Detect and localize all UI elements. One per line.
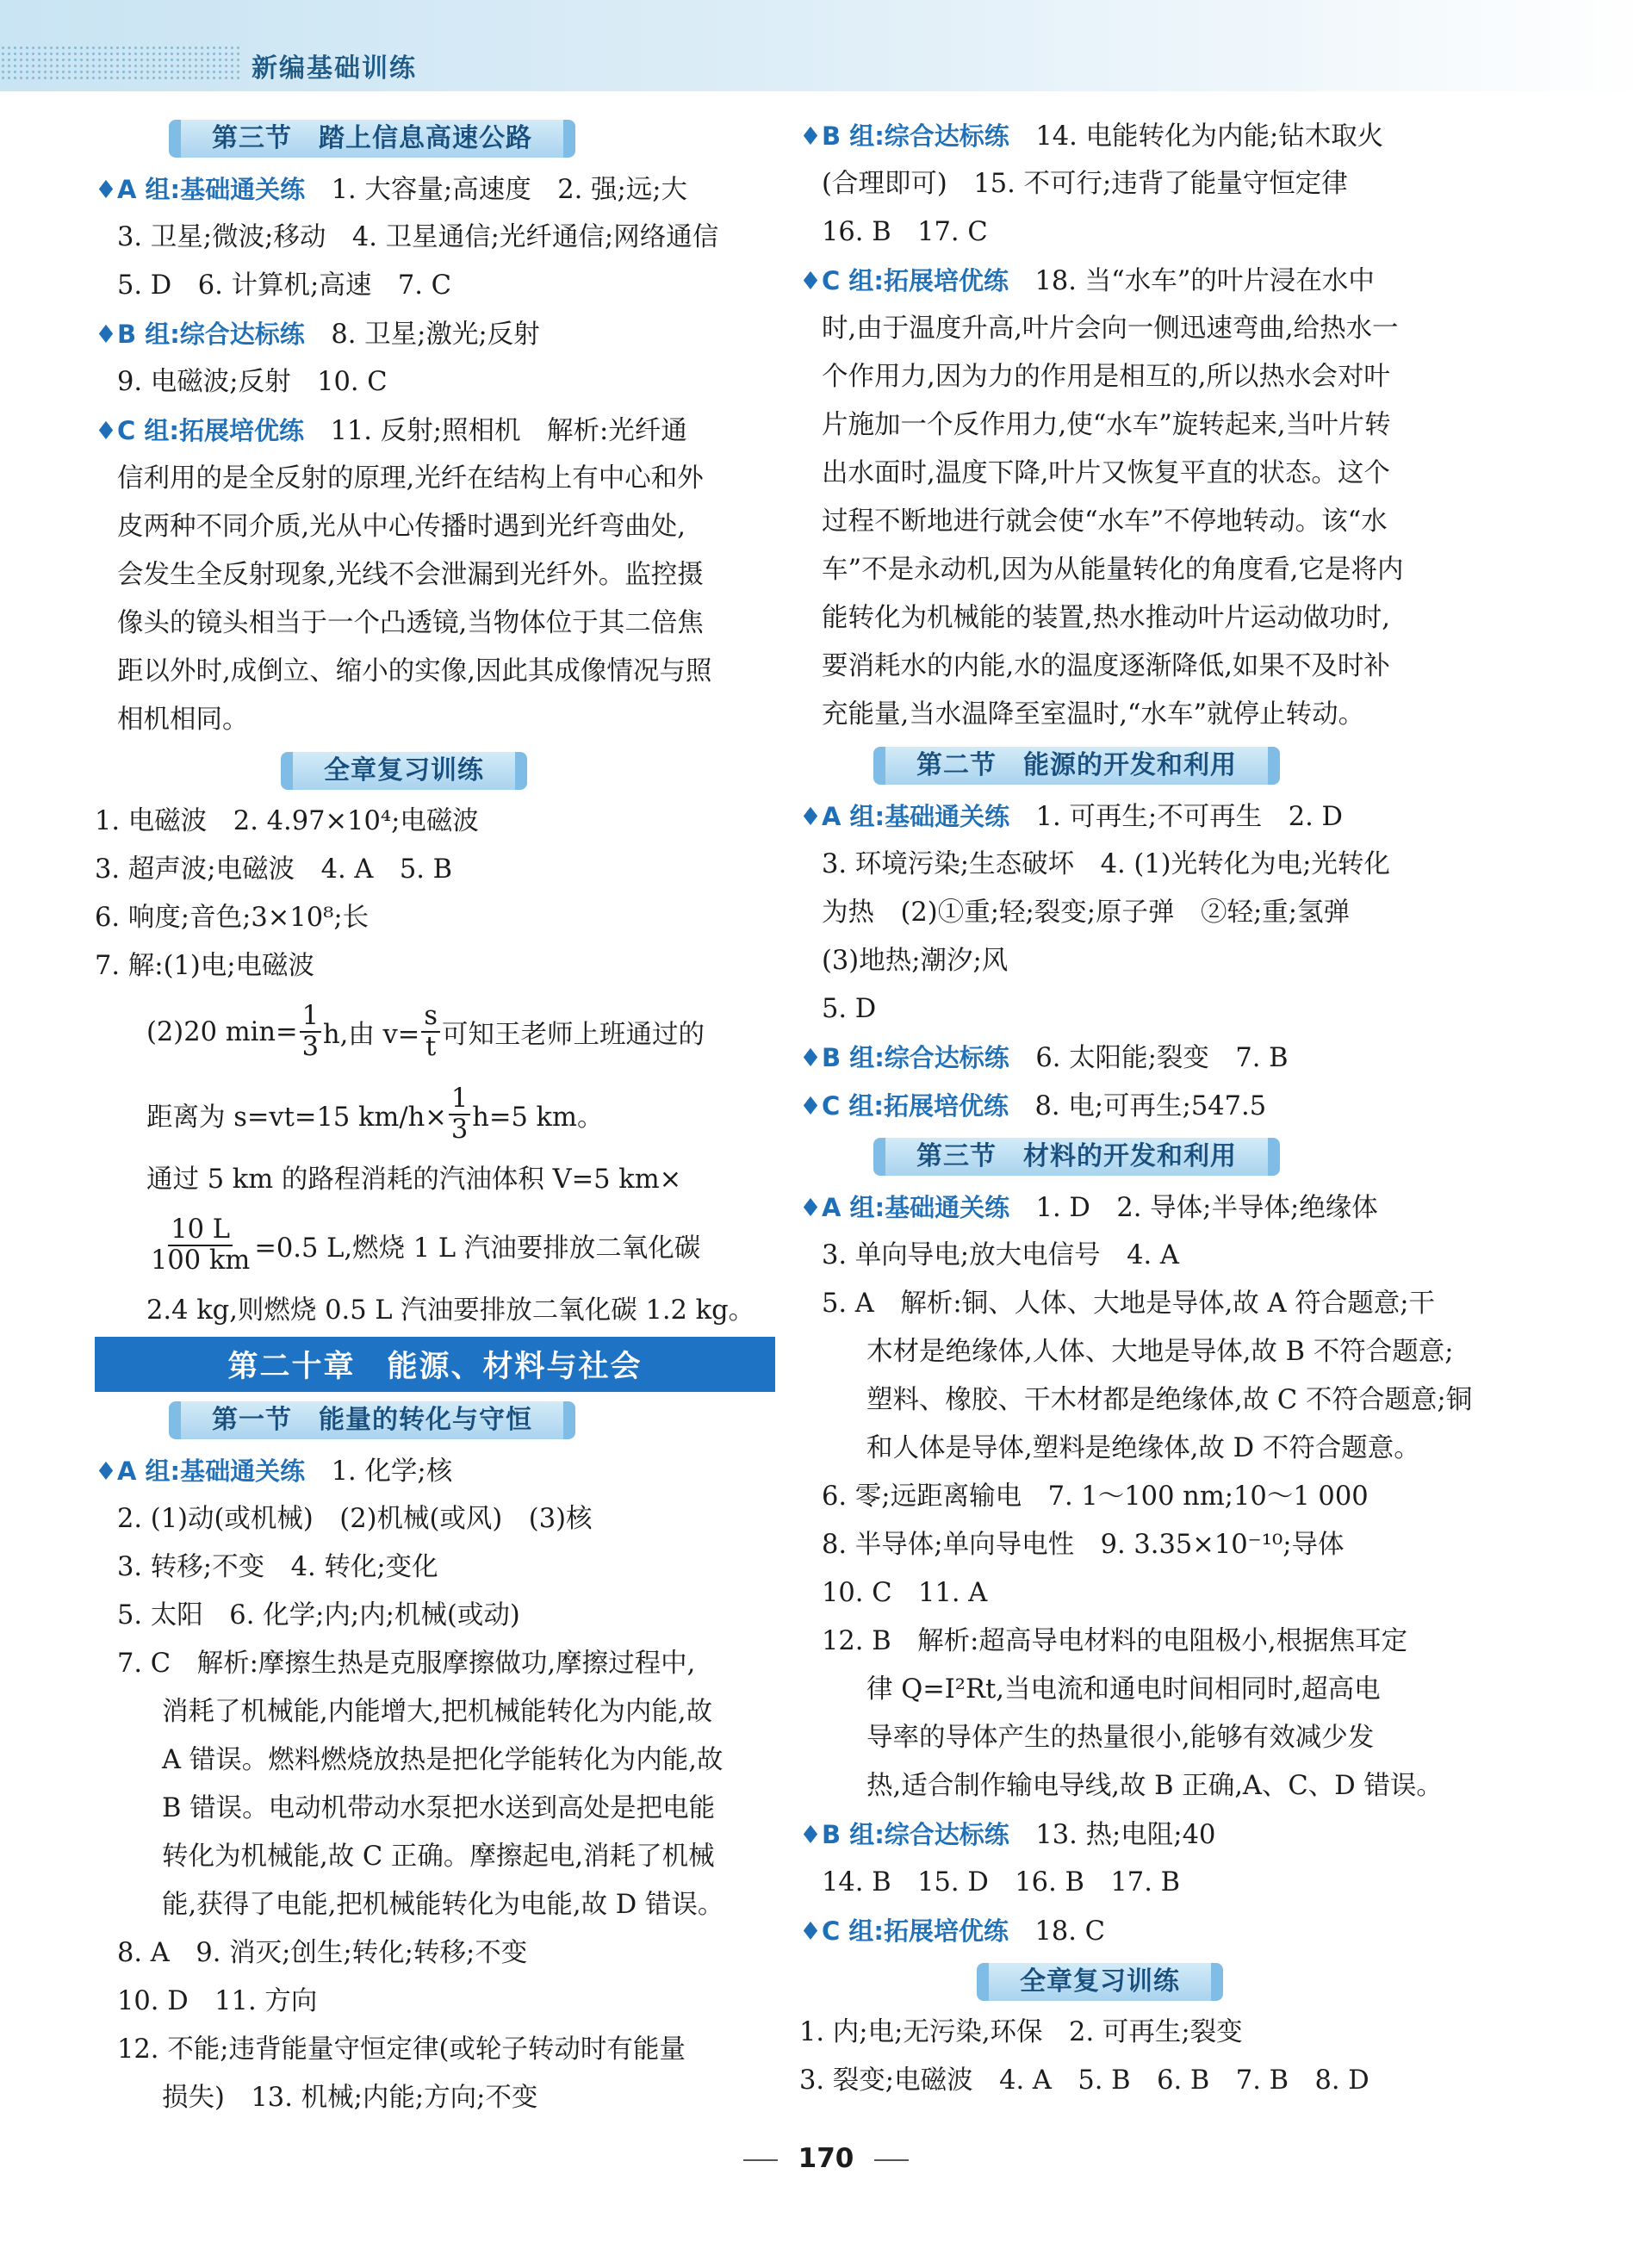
answer-line: 2. (1)动(或机械) (2)机械(或风) (3)核 — [117, 1504, 593, 1534]
answer-line: 1. D 2. 导体;半导体;绝缘体 — [1035, 1193, 1378, 1223]
answer-line: 16. B 17. C — [822, 217, 988, 247]
answer-line: 信利用的是全反射的原理,光纤在结构上有中心和外 — [117, 463, 704, 494]
group-a-tag: ♦A 组:基础通关练 — [799, 802, 1010, 831]
answer-line: 1. 电磁波 2. 4.97×10⁴;电磁波 — [95, 806, 479, 836]
section-title: 第一节 能量的转化与守恒 — [169, 1401, 575, 1439]
answer-line: 距以外时,成倒立、缩小的实像,因此其成像情况与照 — [117, 656, 712, 686]
answer-line: 相机相同。 — [117, 705, 249, 735]
answer-line: 8. 半导体;单向导电性 9. 3.35×10⁻¹⁰;导体 — [822, 1530, 1345, 1560]
answer-line: 1. 大容量;高速度 2. 强;远;大 — [331, 175, 688, 205]
answer-line: (合理即可) 15. 不可行;违背了能量守恒定律 — [822, 169, 1348, 199]
answer-line: 5. D — [822, 994, 877, 1024]
group-b-tag: ♦B 组:综合达标练 — [95, 320, 305, 349]
section-banner — [95, 1394, 775, 1447]
answer-line: 12. B 解析:超高导电材料的电阻极小,根据焦耳定 — [822, 1626, 1408, 1656]
review-banner — [95, 744, 775, 798]
right-column — [799, 112, 1480, 2105]
fraction: $\frac{1}{3}$ — [300, 1002, 321, 1062]
formula-line: $\frac{10 L}{100 km}$ =0.5 L,燃烧 1 L 汽油要排放二氧化碳 — [95, 1204, 775, 1287]
group-a-tag: ♦A 组:基础通关练 — [95, 175, 306, 204]
answer-line: 2.4 kg,则燃烧 0.5 L 汽油要排放二氧化碳 1.2 kg。 — [146, 1295, 755, 1326]
review-title: 全章复习训练 — [281, 752, 527, 790]
group-b-tag: ♦B 组:综合达标练 — [799, 1043, 1009, 1072]
answer-line: 7. 解:(1)电;电磁波 — [95, 951, 315, 981]
answer-line: 损失) 13. 机械;内能;方向;不变 — [162, 2083, 538, 2113]
answer-line: (3)地热;潮汐;风 — [822, 946, 1009, 976]
answer-line: 8. 卫星;激光;反射 — [331, 320, 540, 350]
answer-line: 7. C 解析:摩擦生热是克服摩擦做功,摩擦过程中, — [117, 1649, 696, 1679]
page-number: 170 — [0, 2143, 1652, 2174]
answer-line: 充能量,当水温降至室温时,“水车”就停止转动。 — [822, 699, 1365, 730]
answer-line: 木材是绝缘体,人体、大地是导体,故 B 不符合题意; — [866, 1337, 1454, 1367]
group-c-tag: ♦C 组:拓展培优练 — [799, 1916, 1009, 1946]
answer-line: 通过 5 km 的路程消耗的汽油体积 V=5 km× — [146, 1165, 682, 1195]
answer-line: 律 Q=I²Rt,当电流和通电时间相同时,超高电 — [866, 1674, 1381, 1705]
answer-line: 12. 不能;违背能量守恒定律(或轮子转动时有能量 — [117, 2034, 686, 2065]
group-c-tag: ♦C 组:拓展培优练 — [95, 416, 304, 445]
group-a-tag: ♦A 组:基础通关练 — [95, 1456, 306, 1486]
answer-line: 11. 反射;照相机 解析:光纤通 — [330, 416, 687, 446]
answer-line: 过程不断地进行就会使“水车”不停地转动。该“水 — [822, 506, 1388, 537]
group-b-tag: ♦B 组:综合达标练 — [799, 121, 1009, 151]
answer-line: 10. D 11. 方向 — [117, 1986, 318, 2016]
answer-line: 能,获得了电能,把机械能转化为电能,故 D 错误。 — [162, 1890, 724, 1920]
answer-line: 6. 零;远距离输电 7. 1～100 nm;10～1 000 — [822, 1481, 1369, 1512]
page-header — [0, 0, 1652, 91]
section-title: 第三节 踏上信息高速公路 — [169, 120, 575, 158]
formula-line: 距离为 s=vt=15 km/h× $\frac{1}{3}$ h=5 km。 — [146, 1084, 604, 1145]
left-column — [95, 112, 775, 2122]
answer-line: 10. C 11. A — [822, 1578, 988, 1608]
section-title: 第三节 材料的开发和利用 — [873, 1138, 1280, 1176]
answer-line: 13. 热;电阻;40 — [1035, 1820, 1216, 1850]
answer-line: 3. 卫星;微波;移动 4. 卫星通信;光纤通信;网络通信 — [117, 222, 719, 252]
section-banner — [799, 1130, 1480, 1183]
answer-line: 会发生全反射现象,光线不会泄漏到光纤外。监控摄 — [117, 560, 704, 590]
answer-line: 像头的镜头相当于一个凸透镜,当物体位于其二倍焦 — [117, 608, 704, 638]
answer-line: B 错误。电动机带动水泵把水送到高处是把电能 — [162, 1793, 716, 1823]
answer-line: 8. 电;可再生;547.5 — [1034, 1091, 1267, 1121]
group-b-tag: ♦B 组:综合达标练 — [799, 1820, 1009, 1849]
answer-line: 热,适合制作输电导线,故 B 正确,A、C、D 错误。 — [866, 1771, 1443, 1801]
answer-line: 消耗了机械能,内能增大,把机械能转化为内能,故 — [162, 1697, 713, 1727]
answer-line: 8. A 9. 消灭;创生;转化;转移;不变 — [117, 1938, 528, 1968]
answer-line: 5. 太阳 6. 化学;内;内;机械(或动) — [117, 1600, 520, 1630]
answer-line: 为热 (2)①重;轻;裂变;原子弹 ②轻;重;氢弹 — [822, 897, 1351, 928]
answer-line: 14. 电能转化为内能;钻木取火 — [1035, 121, 1384, 152]
header-title: 新编基础训练 — [252, 53, 417, 84]
answer-line: 3. 转移;不变 4. 转化;变化 — [117, 1552, 438, 1582]
answer-line: 皮两种不同介质,光从中心传播时遇到光纤弯曲处, — [117, 512, 686, 542]
answer-line: 18. 当“水车”的叶片浸在水中 — [1034, 266, 1375, 296]
answer-line: 3. 单向导电;放大电信号 4. A — [822, 1240, 1179, 1270]
answer-line: 3. 裂变;电磁波 4. A 5. B 6. B 7. B 8. D — [799, 2065, 1369, 2096]
group-c-tag: ♦C 组:拓展培优练 — [799, 266, 1009, 295]
answer-line: 能转化为机械能的装置,热水推动叶片运动做功时, — [822, 603, 1390, 633]
answer-line: 时,由于温度升高,叶片会向一侧迅速弯曲,给热水一 — [822, 314, 1399, 344]
answer-line: 片施加一个反作用力,使“水车”旋转起来,当叶片转 — [822, 410, 1391, 440]
answer-line: 1. 可再生;不可再生 2. D — [1035, 802, 1343, 832]
fraction: $\frac{1}{3}$ — [449, 1084, 470, 1145]
answer-line: 要消耗水的内能,水的温度逐渐降低,如果不及时补 — [822, 651, 1390, 681]
answer-line: 6. 响度;音色;3×10⁸;长 — [95, 903, 370, 933]
section-banner — [95, 112, 775, 165]
answer-line: 14. B 15. D 16. B 17. B — [822, 1867, 1180, 1897]
answer-line: 5. D 6. 计算机;高速 7. C — [117, 270, 451, 301]
section-title: 第二节 能源的开发和利用 — [873, 747, 1280, 785]
answer-line: A 错误。燃料燃烧放热是把化学能转化为内能,故 — [162, 1745, 724, 1775]
answer-line: 车”不是永动机,因为从能量转化的角度看,它是将内 — [822, 555, 1404, 585]
section-banner — [799, 739, 1480, 792]
group-a-tag: ♦A 组:基础通关练 — [799, 1193, 1010, 1222]
review-banner — [799, 1955, 1480, 2009]
answer-line: 和人体是导体,塑料是绝缘体,故 D 不符合题意。 — [866, 1433, 1420, 1463]
answer-line: 个作用力,因为力的作用是相互的,所以热水会对叶 — [822, 362, 1390, 392]
answer-line: 6. 太阳能;裂变 7. B — [1035, 1043, 1289, 1073]
answer-line: 导率的导体产生的热量很小,能够有效减少发 — [866, 1723, 1375, 1753]
fraction: $\frac{10 L}{100 km}$ — [151, 1214, 251, 1276]
answer-line: 转化为机械能,故 C 正确。摩擦起电,消耗了机械 — [162, 1842, 715, 1872]
answer-line: 3. 超声波;电磁波 4. A 5. B — [95, 854, 453, 885]
answer-line: 5. A 解析:铜、人体、大地是导体,故 A 符合题意;干 — [822, 1289, 1435, 1319]
answer-line: 塑料、橡胶、干木材都是绝缘体,故 C 不符合题意;铜 — [866, 1385, 1473, 1415]
fraction: $\frac{s}{t}$ — [421, 1002, 440, 1062]
answer-line: 18. C — [1034, 1916, 1106, 1947]
group-c-tag: ♦C 组:拓展培优练 — [799, 1091, 1009, 1121]
answer-line: 出水面时,温度下降,叶片又恢复平直的状态。这个 — [822, 458, 1390, 488]
answer-line: 9. 电磁波;反射 10. C — [117, 367, 388, 397]
review-title: 全章复习训练 — [977, 1963, 1223, 2001]
answer-line: 1. 化学;核 — [331, 1456, 453, 1487]
header-dot-pattern — [0, 45, 241, 79]
answer-line: 1. 内;电;无污染,环保 2. 可再生;裂变 — [799, 2017, 1243, 2047]
chapter-title: 第二十章 能源、材料与社会 — [95, 1337, 775, 1392]
formula-line: (2)20 min= $\frac{1}{3}$ h,由 v= $\frac{s}{t}$ 可知王老师上班通过的 — [146, 1001, 705, 1062]
answer-line: 3. 环境污染;生态破坏 4. (1)光转化为电;光转化 — [822, 849, 1390, 879]
